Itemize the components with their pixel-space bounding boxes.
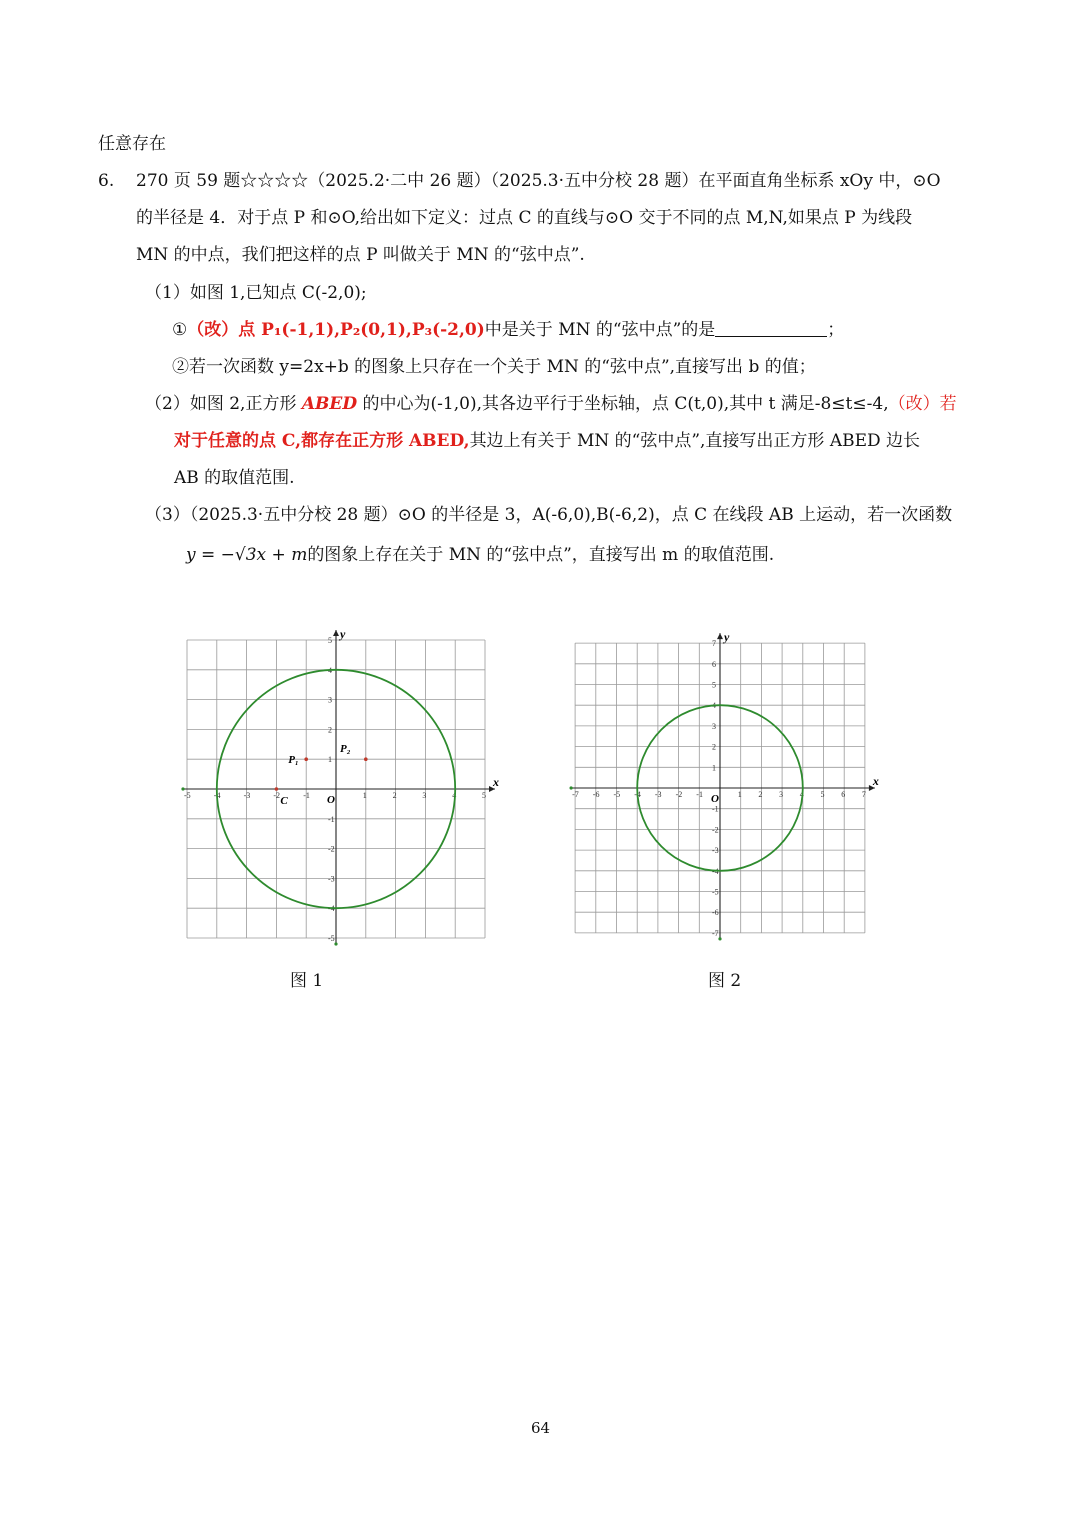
x-tick-label: -2 <box>273 791 281 800</box>
point-p1 <box>304 757 308 761</box>
y-tick-label: 7 <box>712 639 716 649</box>
y-tick-label: -3 <box>328 874 335 884</box>
label-c: C <box>280 795 288 807</box>
x-tick-label: -1 <box>696 790 703 799</box>
y-tick-label: -4 <box>328 904 335 914</box>
x-tick-label: -7 <box>572 790 579 799</box>
axis-end-dot <box>718 937 721 940</box>
x-tick-label: 7 <box>861 790 866 799</box>
y-axis-arrow <box>333 630 339 636</box>
answer-blank[interactable] <box>715 318 827 337</box>
x-tick-label: 5 <box>482 791 486 800</box>
part2-line3: AB 的取值范围. <box>174 468 295 488</box>
x-tick-label: 1 <box>737 790 742 799</box>
x-tick-label: -4 <box>213 791 221 800</box>
x-tick-label: -5 <box>184 791 191 800</box>
y-tick-label: -2 <box>712 825 719 835</box>
part3-line1: （3）（2025.3·五中分校 28 题）⊙O 的半径是 3，A(-6,0),B(-6,2)，点 C 在线段 AB 上运动，若一次函数 <box>145 505 953 525</box>
x-tick-label: 5 <box>820 790 825 799</box>
y-tick-label: -5 <box>328 934 335 943</box>
problem-intro-line2: 的半径是 4．对于点 P 和⊙O,给出如下定义：过点 C 的直线与⊙O 交于不同的点 M,N,如果点 P 为线段 <box>136 208 913 228</box>
problem-intro-line3: MN 的中点，我们把这样的点 P 叫做关于 MN 的“弦中点”. <box>136 245 585 265</box>
part1-question2: ②若一次函数 y=2x+b 的图象上只存在一个关于 MN 的“弦中点”,直接写出 b 的值； <box>172 357 816 377</box>
y-tick-label: -1 <box>712 804 719 814</box>
x-tick-label: 6 <box>841 790 846 799</box>
part1-question1 <box>172 318 844 342</box>
origin-label: O <box>711 793 719 805</box>
point-p2 <box>364 757 368 761</box>
y-tick-label: 5 <box>712 680 716 690</box>
x-tick-label: 2 <box>758 790 763 799</box>
figure2-graph <box>555 622 895 952</box>
y-tick-label: -5 <box>712 887 719 897</box>
x-tick-label: 4 <box>799 790 804 799</box>
x-tick-label: -1 <box>303 791 310 800</box>
y-axis-label: y <box>340 627 346 641</box>
x-tick-label: -4 <box>634 790 641 799</box>
y-tick-label: 3 <box>328 695 332 705</box>
part2-text-b: 的中心为(-1,0),其各边平行于坐标轴，点 C(t,0),其中 t 满足-8≤t≤-4, <box>362 394 889 414</box>
part3-formula: y = −√3x + m <box>186 545 308 565</box>
y-tick-label: 3 <box>712 721 716 731</box>
q1-end: ； <box>827 320 845 340</box>
x-tick-label: 2 <box>392 791 397 800</box>
part2-rest: 其边上有关于 MN 的“弦中点”,直接写出正方形 ABED 边长 <box>469 431 921 451</box>
y-tick-label: 2 <box>712 742 716 752</box>
label-p2: P₂ <box>340 743 351 756</box>
y-tick-label: 1 <box>712 763 716 773</box>
part2-line1 <box>145 392 957 416</box>
q1-rest: 中是关于 MN 的“弦中点”的是 <box>484 320 716 340</box>
y-tick-label: -7 <box>712 928 719 938</box>
page-number: 64 <box>531 1419 551 1437</box>
x-tick-label: -3 <box>654 790 662 799</box>
q1-prefix: ① <box>172 320 188 340</box>
part2-red-condition: 对于任意的点 C,都存在正方形 ABED, <box>174 431 470 451</box>
x-tick-label: -2 <box>675 790 683 799</box>
label-p1: P₁ <box>288 754 299 767</box>
x-tick-label: 3 <box>422 791 427 800</box>
y-tick-label: 6 <box>712 659 716 669</box>
part2-red-modified: （改）若 <box>888 394 957 414</box>
y-tick-label: -6 <box>712 908 719 918</box>
axis-end-dot <box>334 942 337 945</box>
y-tick-label: 2 <box>328 725 332 735</box>
y-axis-arrow <box>717 633 723 639</box>
figure1-graph <box>170 626 510 956</box>
part1-heading: （1）如图 1,已知点 C(-2,0); <box>145 283 367 303</box>
x-tick-label: 4 <box>452 791 457 800</box>
x-axis-label: x <box>493 775 499 789</box>
x-tick-label: -6 <box>592 790 600 799</box>
part2-line2 <box>174 429 920 453</box>
part2-abed: ABED <box>301 394 358 414</box>
figure2-caption: 图 2 <box>708 971 742 991</box>
q1-red-text: （改）点 P₁(-1,1),P₂(0,1),P₃(-2,0) <box>187 320 485 340</box>
y-tick-label: 1 <box>328 755 332 765</box>
y-tick-label: 5 <box>328 636 332 645</box>
x-axis-label: x <box>872 774 879 788</box>
y-tick-label: -3 <box>712 846 719 856</box>
y-tick-label: -4 <box>712 866 719 876</box>
x-tick-label: -5 <box>613 790 621 799</box>
section-heading: 任意存在 <box>98 134 166 154</box>
origin-label: O <box>327 794 335 806</box>
part2-text-a: （2）如图 2,正方形 <box>145 394 297 414</box>
y-tick-label: 4 <box>328 665 332 675</box>
problem-number: 6. <box>98 171 115 191</box>
part3-line2 <box>186 543 774 567</box>
y-axis-label: y <box>724 630 730 645</box>
x-tick-label: 3 <box>779 790 784 799</box>
figure1-caption: 图 1 <box>290 971 324 991</box>
y-tick-label: -1 <box>328 814 335 824</box>
point-c <box>275 787 279 791</box>
part3-rest: 的图象上存在关于 MN 的“弦中点”，直接写出 m 的取值范围. <box>307 545 775 565</box>
y-tick-label: -2 <box>328 844 335 854</box>
x-tick-label: 1 <box>362 791 367 800</box>
x-tick-label: -3 <box>243 791 251 800</box>
problem-intro-line1: 270 页 59 题☆☆☆☆（2025.2·二中 26 题）（2025.3·五中分校 28 题）在平面直角坐标系 xOy 中，⊙O <box>136 171 941 191</box>
y-tick-label: 4 <box>712 701 716 711</box>
